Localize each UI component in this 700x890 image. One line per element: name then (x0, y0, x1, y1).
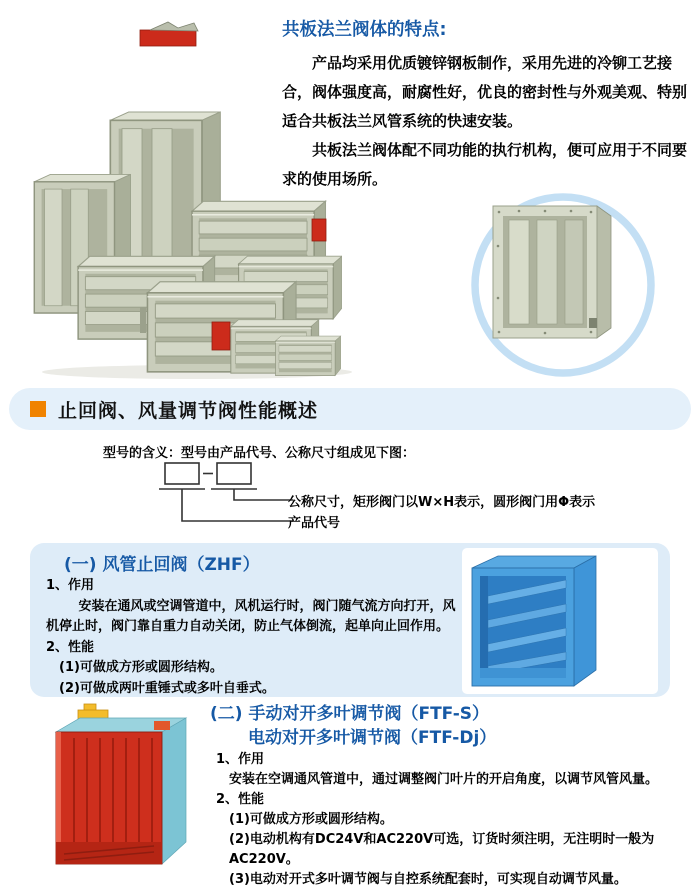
intro-block (282, 16, 692, 194)
section2-point-2: (2)电动机构有DC24V和AC220V可选，订货时须注明，无注明时一般为AC220V。 (229, 832, 655, 867)
section1-text (46, 576, 462, 699)
section-header-title: 止回阀、风量调节阀性能概述 (58, 399, 319, 422)
orange-square-bullet-icon (30, 401, 46, 417)
section-header (9, 388, 691, 430)
intro-paragraph-2: 共板法兰阀体配不同功能的执行机构，便可应用于不同要求的使用场所。 (282, 141, 688, 188)
damper-circle-photo (455, 192, 670, 388)
section1-title: (一) 风管止回阀（ZHF） (64, 555, 260, 575)
section2-text (216, 750, 694, 890)
section1-point-1: (1)可做成方形或圆形结构。 (59, 660, 223, 675)
model-label-size: 公称尺寸，矩形阀门以W×H表示，圆形阀门用Φ表示 (288, 495, 596, 510)
section1-point-2: (2)可做成两叶重锤式或多叶自垂式。 (59, 680, 275, 696)
model-code-diagram (103, 458, 293, 538)
check-valve-photo (462, 548, 658, 694)
intro-title: 共板法兰阀体的特点: (282, 20, 447, 40)
model-meaning-caption: 型号的含义：型号由产品代号、公称尺寸组成见下图： (103, 446, 416, 461)
section2-title (210, 702, 496, 750)
section1-item1-body: 安装在通风或空调管道中，风机运行时，阀门随气流方向打开，风机停止时，阀门靠自重力自动关闭，防止气体倒流，起单向止回作用。 (46, 598, 456, 634)
section2-title-line2: 电动对开多叶调节阀（FTF-Dj） (248, 728, 497, 748)
section2-point-3: (3)电动对开式多叶调节阀与自控系统配套时，可实现自动调节风量。 (229, 872, 627, 887)
section1-item1-head: 1、作用 (46, 578, 95, 593)
section1-panel (30, 543, 670, 697)
multi-blade-damper-photo (34, 702, 206, 872)
intro-paragraph-1: 产品均采用优质镀锌钢板制作，采用先进的冷铆工艺接合，阀体强度高，耐腐性好，优良的密封性与外观美观、特别适合共板法兰风管系统的快速安装。 (282, 54, 688, 130)
damper-circle-illustration (455, 192, 670, 388)
section1-item2-head: 2、性能 (46, 639, 95, 655)
blue-valve-illustration (462, 548, 658, 694)
red-valve-illustration (34, 702, 206, 872)
section2-title-line1: (二) 手动对开多叶调节阀（FTF-S） (210, 704, 490, 724)
section2-item1-head: 1、作用 (216, 752, 265, 767)
model-label-code: 产品代号 (288, 516, 341, 531)
section2-item2-head: 2、性能 (216, 792, 265, 807)
section2-point-1: (1)可做成方形或圆形结构。 (229, 812, 393, 827)
section2-item1-body: 安装在空调通风管道中，通过调整阀门叶片的开启角度，以调节风管风量。 (229, 772, 659, 787)
